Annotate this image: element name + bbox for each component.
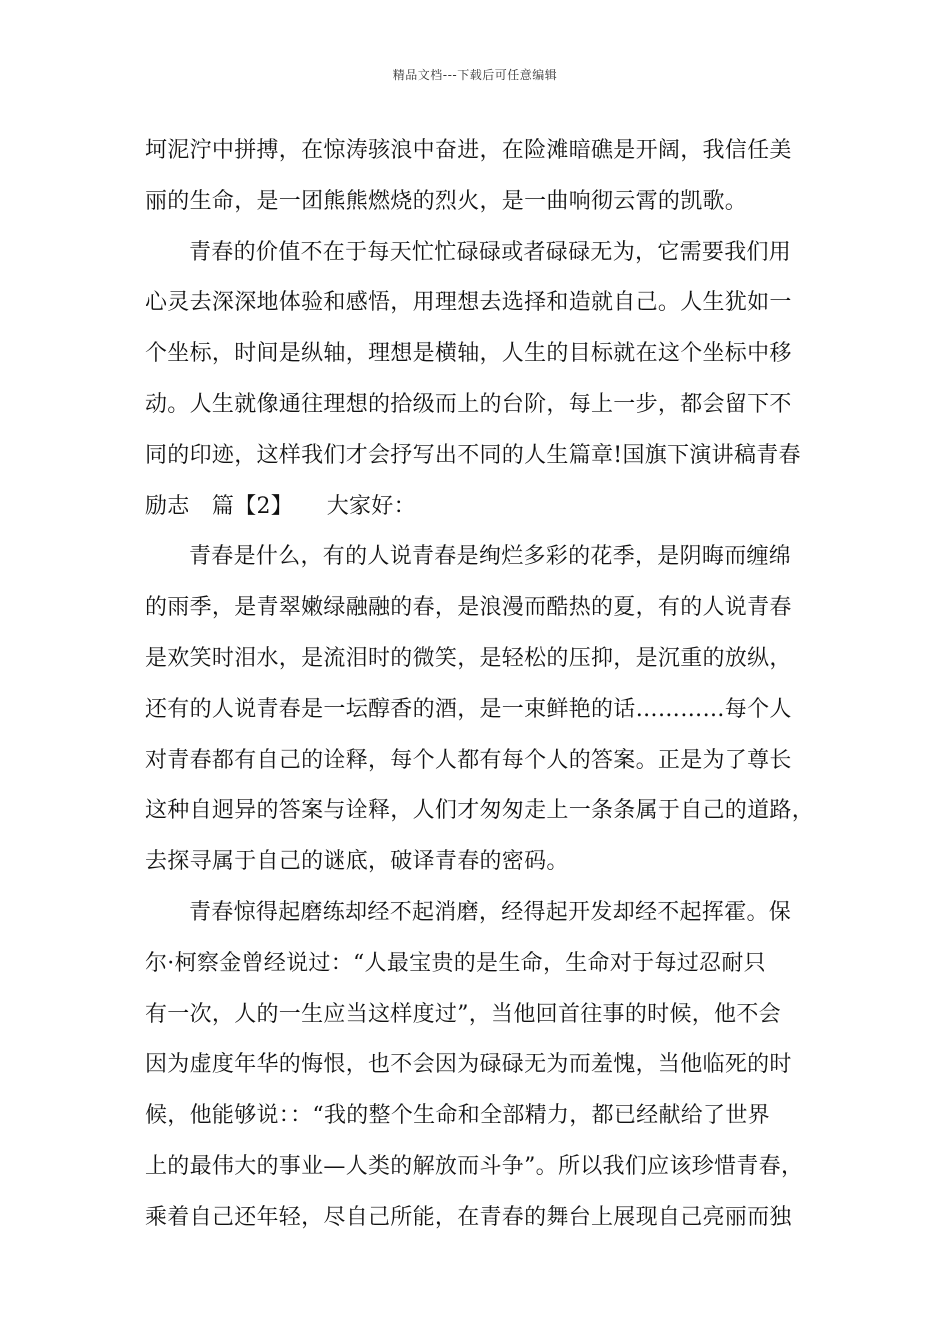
text-line: 个坐标，时间是纵轴，理想是横轴，人生的目标就在这个坐标中移 xyxy=(145,341,792,367)
text-line: 坷泥泞中拼搏，在惊涛骇浪中奋进，在险滩暗礁是开阔，我信任美 xyxy=(145,138,792,163)
text-line: 同的印迹，这样我们才会抒写出不同的人生篇章!国旗下演讲稿青春 xyxy=(145,442,801,468)
text-line: 还有的人说青春是一坛醇香的酒，是一束鲜艳的话…………每个人 xyxy=(145,696,792,722)
text-line: 去探寻属于自己的谜底，破译青春的密码。 xyxy=(145,849,569,875)
text-line: 乘着自己还年轻，尽自己所能，在青春的舞台上展现自己亮丽而独 xyxy=(145,1204,792,1230)
text-line: 是欢笑时泪水，是流泪时的微笑，是轻松的压抑，是沉重的放纵， xyxy=(145,645,792,671)
page-header: 精品文档---下载后可任意编辑 xyxy=(392,68,558,82)
text-line: 上的最伟大的事业—人类的解放而斗争”。所以我们应该珍惜青春， xyxy=(145,1153,804,1179)
paragraph-start-line: 青春是什么，有的人说青春是绚烂多彩的花季，是阴晦而缠绵 xyxy=(189,544,792,570)
text-line: 的雨季，是青翠嫩绿融融的春，是浪漫而酷热的夏，有的人说青春 xyxy=(145,595,792,621)
text-line: 尔·柯察金曾经说过：“人最宝贵的是生命，生命对于每过忍耐只 xyxy=(145,950,766,976)
document-body xyxy=(145,126,835,1244)
text-line: 丽的生命，是一团熊熊燃烧的烈火，是一曲响彻云霄的凯歌。 xyxy=(145,188,748,214)
text-line: 励志 篇【2】 大家好： xyxy=(145,493,416,519)
text-line: 心灵去深深地体验和感悟，用理想去选择和造就自己。人生犹如一 xyxy=(145,290,792,316)
text-line: 这种自迥异的答案与诠释，人们才匆匆走上一条条属于自己的道路， xyxy=(145,798,815,824)
text-line: 因为虚度年华的悔恨，也不会因为碌碌无为而羞愧，当他临死的时 xyxy=(145,1052,792,1078)
text-line: 有一次，人的一生应当这样度过”，当他回首往事的时候，他不会 xyxy=(145,1001,781,1027)
paragraph-start-line: 青春的价值不在于每天忙忙碌碌或者碌碌无为，它需要我们用 xyxy=(189,239,792,265)
text-line: 对青春都有自己的诠释，每个人都有每个人的答案。正是为了尊长 xyxy=(145,747,792,773)
paragraph-start-line: 青春惊得起磨练却经不起消磨，经得起开发却经不起挥霍。保 xyxy=(189,899,792,925)
text-line: 候，他能够说：：“我的整个生命和全部精力，都已经献给了世界 xyxy=(145,1103,770,1129)
text-line: 动。人生就像通往理想的拾级而上的台阶，每上一步，都会留下不 xyxy=(145,391,792,417)
